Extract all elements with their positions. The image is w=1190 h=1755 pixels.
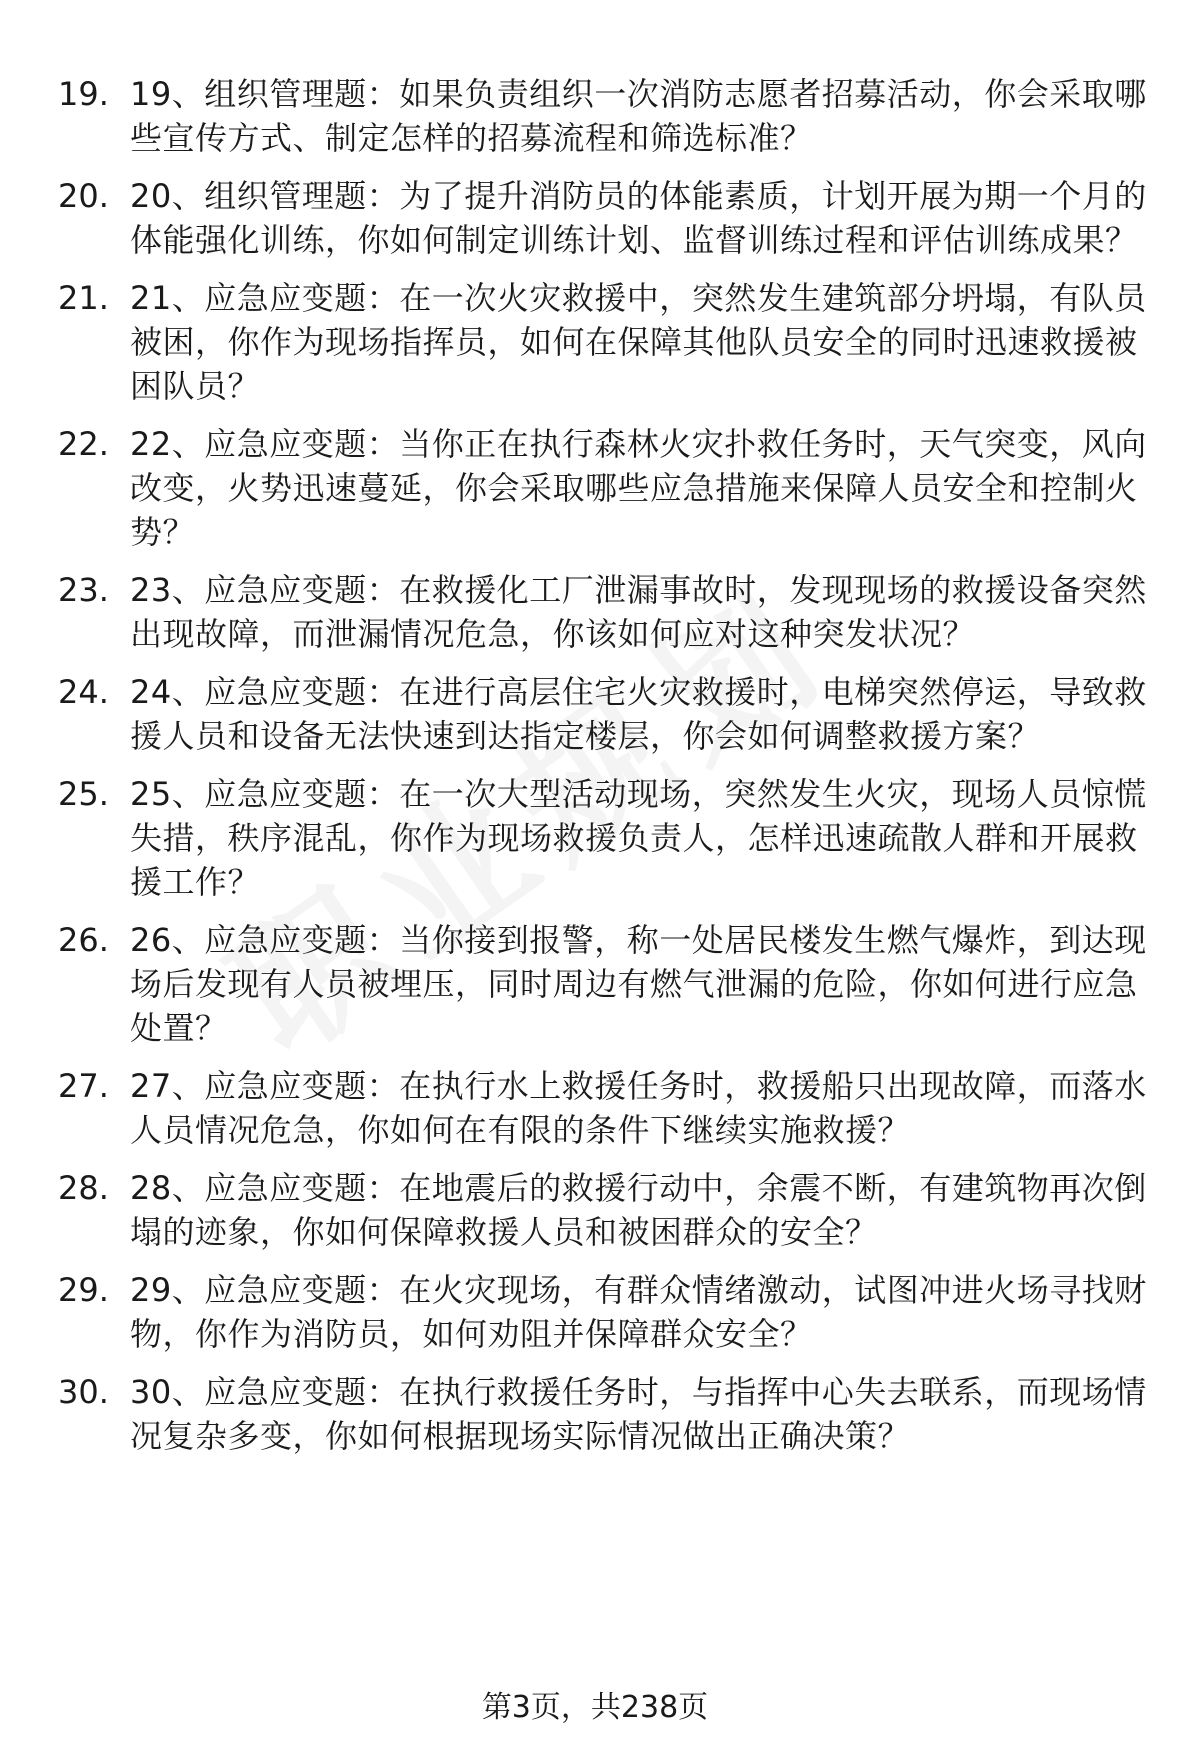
question-number: 19.: [58, 75, 109, 113]
question-item: [58, 1064, 1148, 1152]
question-text: 21、应急应变题：在一次火灾救援中，突然发生建筑部分坍塌，有队员被困，你作为现场指挥员，如何在保障其他队员安全的同时迅速救援被困队员？: [130, 279, 1147, 405]
question-text: 19、组织管理题：如果负责组织一次消防志愿者招募活动，你会采取哪些宣传方式、制定怎样的招募流程和筛选标准？: [130, 75, 1147, 157]
question-text: 22、应急应变题：当你正在执行森林火灾扑救任务时，天气突变，风向改变，火势迅速蔓延，你会采取哪些应急措施来保障人员安全和控制火势？: [130, 425, 1147, 551]
question-number: 30.: [58, 1373, 109, 1411]
question-list: [58, 72, 1148, 1472]
question-number: 29.: [58, 1271, 109, 1309]
page-footer: 第3页，共238页: [481, 1690, 709, 1725]
question-text: 24、应急应变题：在进行高层住宅火灾救援时，电梯突然停运，导致救援人员和设备无法快速到达指定楼层，你会如何调整救援方案？: [130, 673, 1147, 755]
question-number: 22.: [58, 425, 109, 463]
question-item: [58, 670, 1148, 758]
question-item: [58, 1370, 1148, 1458]
question-item: [58, 72, 1148, 160]
question-item: [58, 1166, 1148, 1254]
question-number: 26.: [58, 921, 109, 959]
question-item: [58, 918, 1148, 1050]
question-number: 28.: [58, 1169, 109, 1207]
question-text: 25、应急应变题：在一次大型活动现场，突然发生火灾，现场人员惊慌失措，秩序混乱，你作为现场救援负责人，怎样迅速疏散人群和开展救援工作？: [130, 775, 1147, 901]
question-number: 21.: [58, 279, 109, 317]
question-item: [58, 174, 1148, 262]
question-text: 27、应急应变题：在执行水上救援任务时，救援船只出现故障，而落水人员情况危急，你如何在有限的条件下继续实施救援？: [130, 1067, 1147, 1149]
question-item: [58, 1268, 1148, 1356]
question-item: [58, 772, 1148, 904]
question-number: 24.: [58, 673, 109, 711]
question-text: 26、应急应变题：当你接到报警，称一处居民楼发生燃气爆炸，到达现场后发现有人员被埋压，同时周边有燃气泄漏的危险，你如何进行应急处置？: [130, 921, 1147, 1047]
question-item: [58, 276, 1148, 408]
question-text: 23、应急应变题：在救援化工厂泄漏事故时，发现现场的救援设备突然出现故障，而泄漏情况危急，你该如何应对这种突发状况？: [130, 571, 1147, 653]
question-text: 28、应急应变题：在地震后的救援行动中，余震不断，有建筑物再次倒塌的迹象，你如何保障救援人员和被困群众的安全？: [130, 1169, 1147, 1251]
question-number: 25.: [58, 775, 109, 813]
question-number: 23.: [58, 571, 109, 609]
question-item: [58, 422, 1148, 554]
question-item: [58, 568, 1148, 656]
question-text: 20、组织管理题：为了提升消防员的体能素质，计划开展为期一个月的体能强化训练，你如何制定训练计划、监督训练过程和评估训练成果？: [130, 177, 1147, 259]
question-text: 30、应急应变题：在执行救援任务时，与指挥中心失去联系，而现场情况复杂多变，你如何根据现场实际情况做出正确决策？: [130, 1373, 1147, 1455]
question-text: 29、应急应变题：在火灾现场，有群众情绪激动，试图冲进火场寻找财物，你作为消防员，如何劝阻并保障群众安全？: [130, 1271, 1147, 1353]
question-number: 27.: [58, 1067, 109, 1105]
question-number: 20.: [58, 177, 109, 215]
